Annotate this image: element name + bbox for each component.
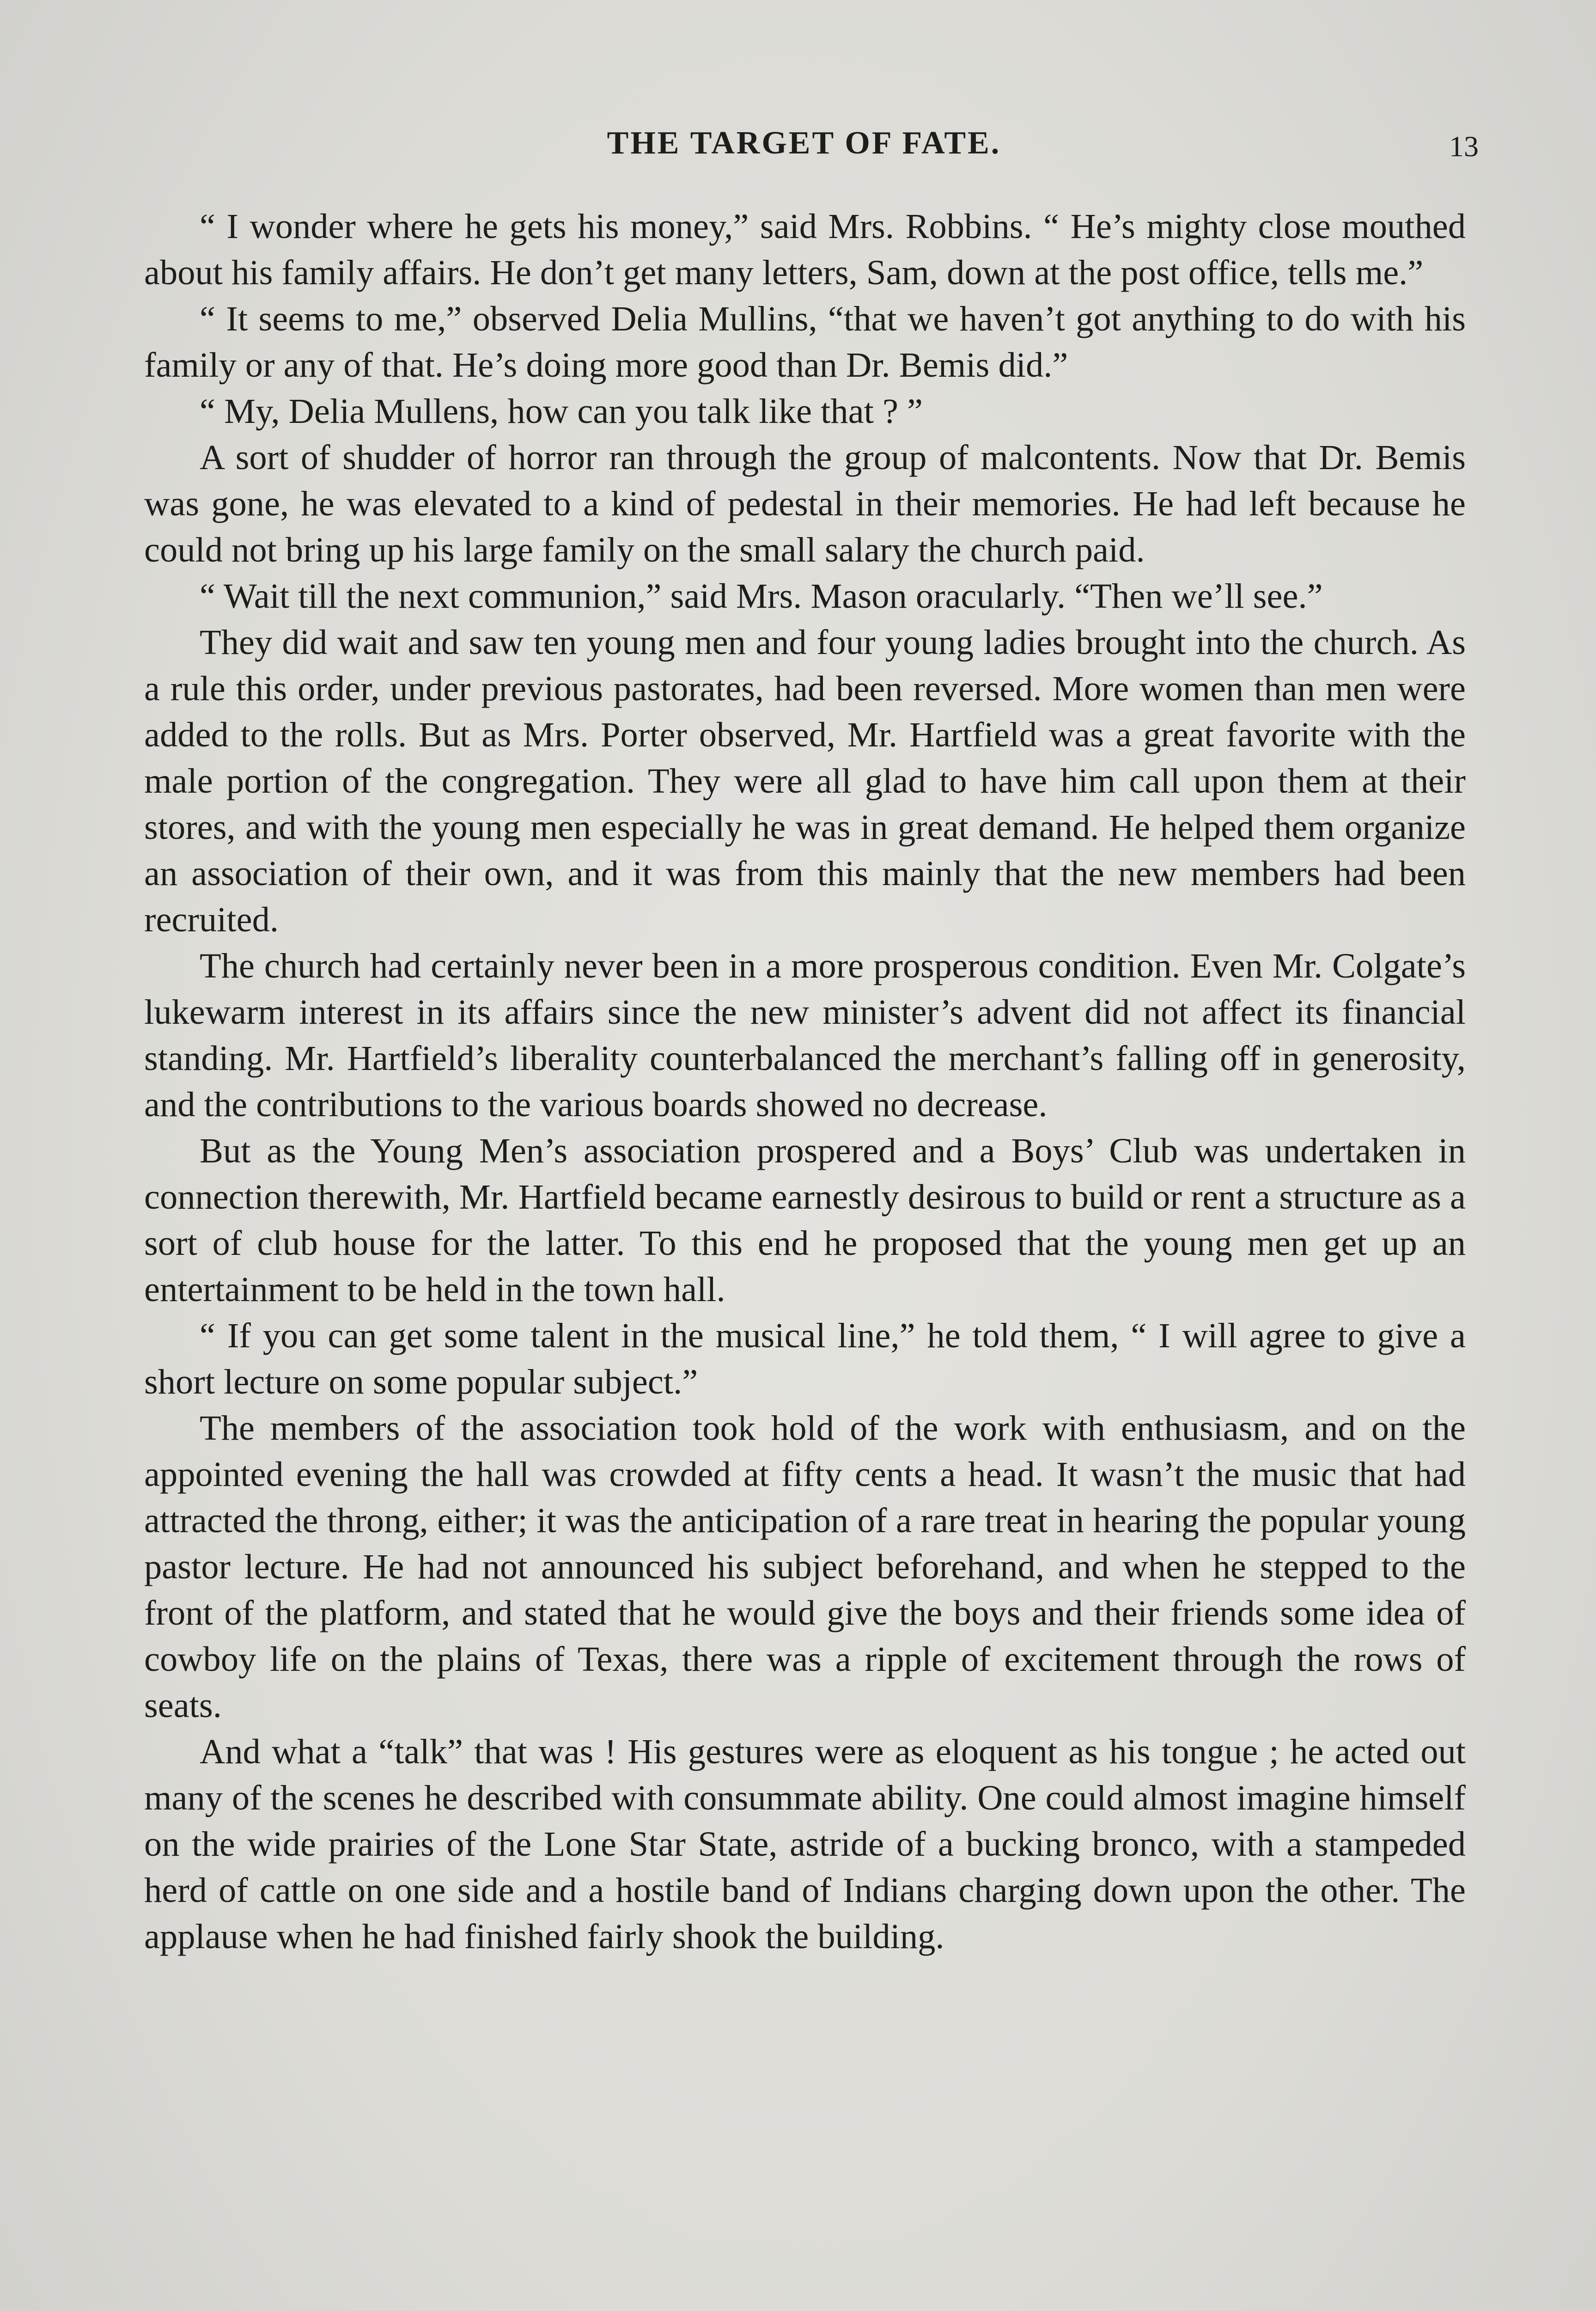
body-text [144, 203, 1466, 1960]
paragraph: “ It seems to me,” observed Delia Mullins, “that we haven’t got anything to do with his family or any of that. He’s doing more good than Dr. Bemis did.” [144, 299, 1466, 385]
paragraph: “ If you can get some talent in the musical line,” he told them, “ I will agree to give a short lecture on some popular subject.” [144, 1316, 1466, 1401]
paragraph: And what a “talk” that was ! His gestures were as eloquent as his tongue ; he acted out many of the scenes he described with consummate ability. One could almost imagine himself on the wide prairies of the Lone Star State, astride of a bucking bronco, with a stampeded herd of cattle on one side and a hostile band of Indians charging down upon the other. The applause when he had finished fairly shook the building. [144, 1732, 1466, 1956]
page-number: 13 [1449, 130, 1479, 163]
paragraph: They did wait and saw ten young men and four young ladies brought into the church. As a rule this order, under previous pastorates, had been reversed. More women than men were added to the rolls. But as Mrs. Porter observed, Mr. Hartfield was a great favorite with the male portion of the congregation. They were all glad to have him call upon them at their stores, and with the young men especially he was in great demand. He helped them organize an association of their own, and it was from this mainly that the new members had been recruited. [144, 623, 1466, 939]
paragraph: The members of the association took hold of the work with enthusiasm, and on the appointed evening the hall was crowded at fifty cents a head. It wasn’t the music that had attracted the throng, either; it was the anticipation of a rare treat in hearing the popular young pastor lecture. He had not announced his subject beforehand, and when he stepped to the front of the platform, and stated that he would give the boys and their friends some idea of cowboy life on the plains of Texas, there was a ripple of excitement through the rows of seats. [144, 1408, 1466, 1725]
paragraph: The church had certainly never been in a more prosperous condition. Even Mr. Colgate’s lukewarm interest in its affairs since the new minister’s advent did not affect its financial standing. Mr. Hartfield’s liberality counterbalanced the merchant’s falling off in generosity, and the contributions to the various boards showed no decrease. [144, 946, 1466, 1124]
running-title: THE TARGET OF FATE. [607, 125, 1001, 161]
paragraph: “ I wonder where he gets his money,” said Mrs. Robbins. “ He’s mighty close mouthed about his family affairs. He don’t get many letters, Sam, down at the post office, tells me.” [144, 207, 1466, 292]
paragraph: “ Wait till the next communion,” said Mrs. Mason oracularly. “Then we’ll see.” [200, 576, 1323, 616]
paragraph: A sort of shudder of horror ran through the group of malcontents. Now that Dr. Bemis was gone, he was elevated to a kind of pedestal in their memories. He had left because he could not bring up his large family on the small salary the church paid. [144, 438, 1466, 569]
paragraph: “ My, Delia Mullens, how can you talk like that ? ” [200, 391, 923, 431]
running-head [139, 125, 1479, 176]
paragraph: But as the Young Men’s association prospered and a Boys’ Club was undertaken in connection therewith, Mr. Hartfield became earnestly desirous to build or rent a structure as a sort of club house for the latter. To this end he proposed that the young men get up an entertainment to be held in the town hall. [144, 1131, 1466, 1309]
